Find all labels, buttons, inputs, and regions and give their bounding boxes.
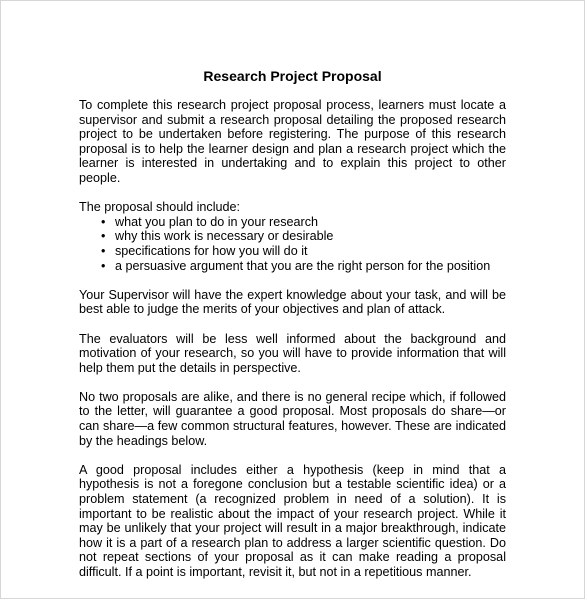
bullet-icon: •: [101, 229, 106, 244]
list-item-text: a persuasive argument that you are the right person for the position: [115, 258, 491, 273]
list-item: [79, 259, 506, 274]
bullet-icon: •: [101, 258, 106, 273]
good-proposal-paragraph: A good proposal includes either a hypothesis (keep in mind that a hypothesis is not a foregone conclusion but a testable scientific idea) or a problem statement (a recognized problem in need of a solution). It is important to be realistic about the impact of your research project. While it may be unlikely that your project will result in a major breakthrough, indicate how it is a part of a research plan to address a larger scientific question. Do not repeat sections of your proposal as it can make reading a proposal difficult. If a point is important, revisit it, but not in a repetitious manner.: [79, 462, 506, 579]
list-item-text: why this work is necessary or desirable: [115, 229, 334, 244]
evaluators-paragraph: The evaluators will be less well informed about the background and motivation of your research, so you will have to provide information that will help them put the details in perspective.: [79, 331, 506, 375]
list-item: [79, 215, 506, 230]
structure-paragraph: No two proposals are alike, and there is no general recipe which, if followed to the letter, will guarantee a good proposal. Most proposals do share—or can share—a few common structural features, however. These are indicated by the headings below.: [79, 389, 506, 448]
intro-paragraph: To complete this research project proposal process, learners must locate a supervisor and submit a research proposal detailing the proposed research project to be undertaken before registering. The purpose of this research proposal is to help the learner design and plan a research project which the learner is interested in undertaking and to explain this project to other people.: [79, 98, 506, 185]
bullet-list: [79, 215, 506, 273]
list-item: [79, 229, 506, 244]
document-title: Research Project Proposal: [203, 68, 382, 84]
bullet-icon: •: [101, 214, 106, 229]
bullet-icon: •: [101, 243, 106, 258]
list-intro: The proposal should include:: [79, 200, 241, 215]
list-item-text: what you plan to do in your research: [115, 214, 319, 229]
list-item-text: specifications for how you will do it: [115, 243, 308, 258]
document-body: [79, 98, 506, 594]
list-item: [79, 244, 506, 259]
supervisor-paragraph: Your Supervisor will have the expert knowledge about your task, and will be best able to judge the merits of your objectives and plan of attack.: [79, 287, 506, 317]
